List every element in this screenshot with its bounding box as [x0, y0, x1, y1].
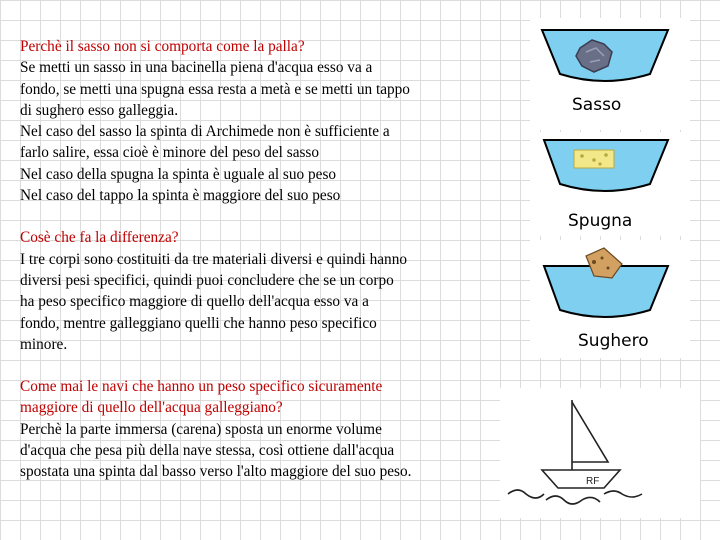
text-line: minore.	[20, 335, 68, 353]
text-line: ha peso specifico maggiore di quello dell'acqua esso va a	[20, 293, 369, 311]
text-line: I tre corpi sono costituiti da tre materiali diversi e quindi hanno	[20, 250, 407, 268]
caption-sughero: Sughero	[578, 331, 649, 351]
basin-sughero-figure	[530, 240, 690, 358]
text-line: Se metti un sasso in una bacinella piena d'acqua esso va a	[20, 59, 373, 77]
text-line: fondo, se metti una spugna essa resta a metà e se metti un tappo	[20, 80, 410, 98]
text-line: diversi pesi specifici, quindi puoi concludere che se un corpo	[20, 271, 394, 289]
text-line: Perchè la parte immersa (carena) sposta un enorme volume	[20, 420, 382, 438]
paragraph-differenza	[20, 227, 490, 355]
text-column	[20, 36, 490, 504]
text-line: Nel caso del sasso la spinta di Archimede non è sufficiente a	[20, 123, 390, 141]
question-heading: Cosè che fa la differenza?	[20, 229, 179, 247]
illustration-column	[500, 0, 700, 540]
text-line: Nel caso del tappo la spinta è maggiore del suo peso	[20, 187, 341, 205]
sailboat-figure	[500, 388, 700, 518]
text-line: spostata una spinta dal basso verso l'alto maggiore del suo peso.	[20, 463, 412, 481]
question-heading: maggiore di quello dell'acqua galleggiano?	[20, 399, 283, 417]
question-heading: Perchè il sasso non si comporta come la palla?	[20, 38, 305, 55]
paragraph-navi	[20, 376, 490, 482]
caption-sasso: Sasso	[572, 95, 622, 115]
caption-spugna: Spugna	[568, 211, 633, 231]
basin-spugna-figure	[530, 132, 690, 236]
boat-label: RF	[586, 476, 600, 487]
text-line: fondo, mentre galleggiano quelli che hanno peso specifico	[20, 314, 377, 332]
text-line: Nel caso della spugna la spinta è uguale al suo peso	[20, 165, 337, 183]
paragraph-sasso	[20, 36, 490, 206]
text-line: farlo salire, essa cioè è minore del peso del sasso	[20, 144, 320, 162]
basin-sasso-figure	[530, 18, 690, 130]
text-line: di sughero esso galleggia.	[20, 101, 179, 119]
question-heading: Come mai le navi che hanno un peso specifico sicuramente	[20, 378, 383, 396]
text-line: d'acqua che pesa più della nave stessa, così ottiene dall'acqua	[20, 442, 395, 460]
